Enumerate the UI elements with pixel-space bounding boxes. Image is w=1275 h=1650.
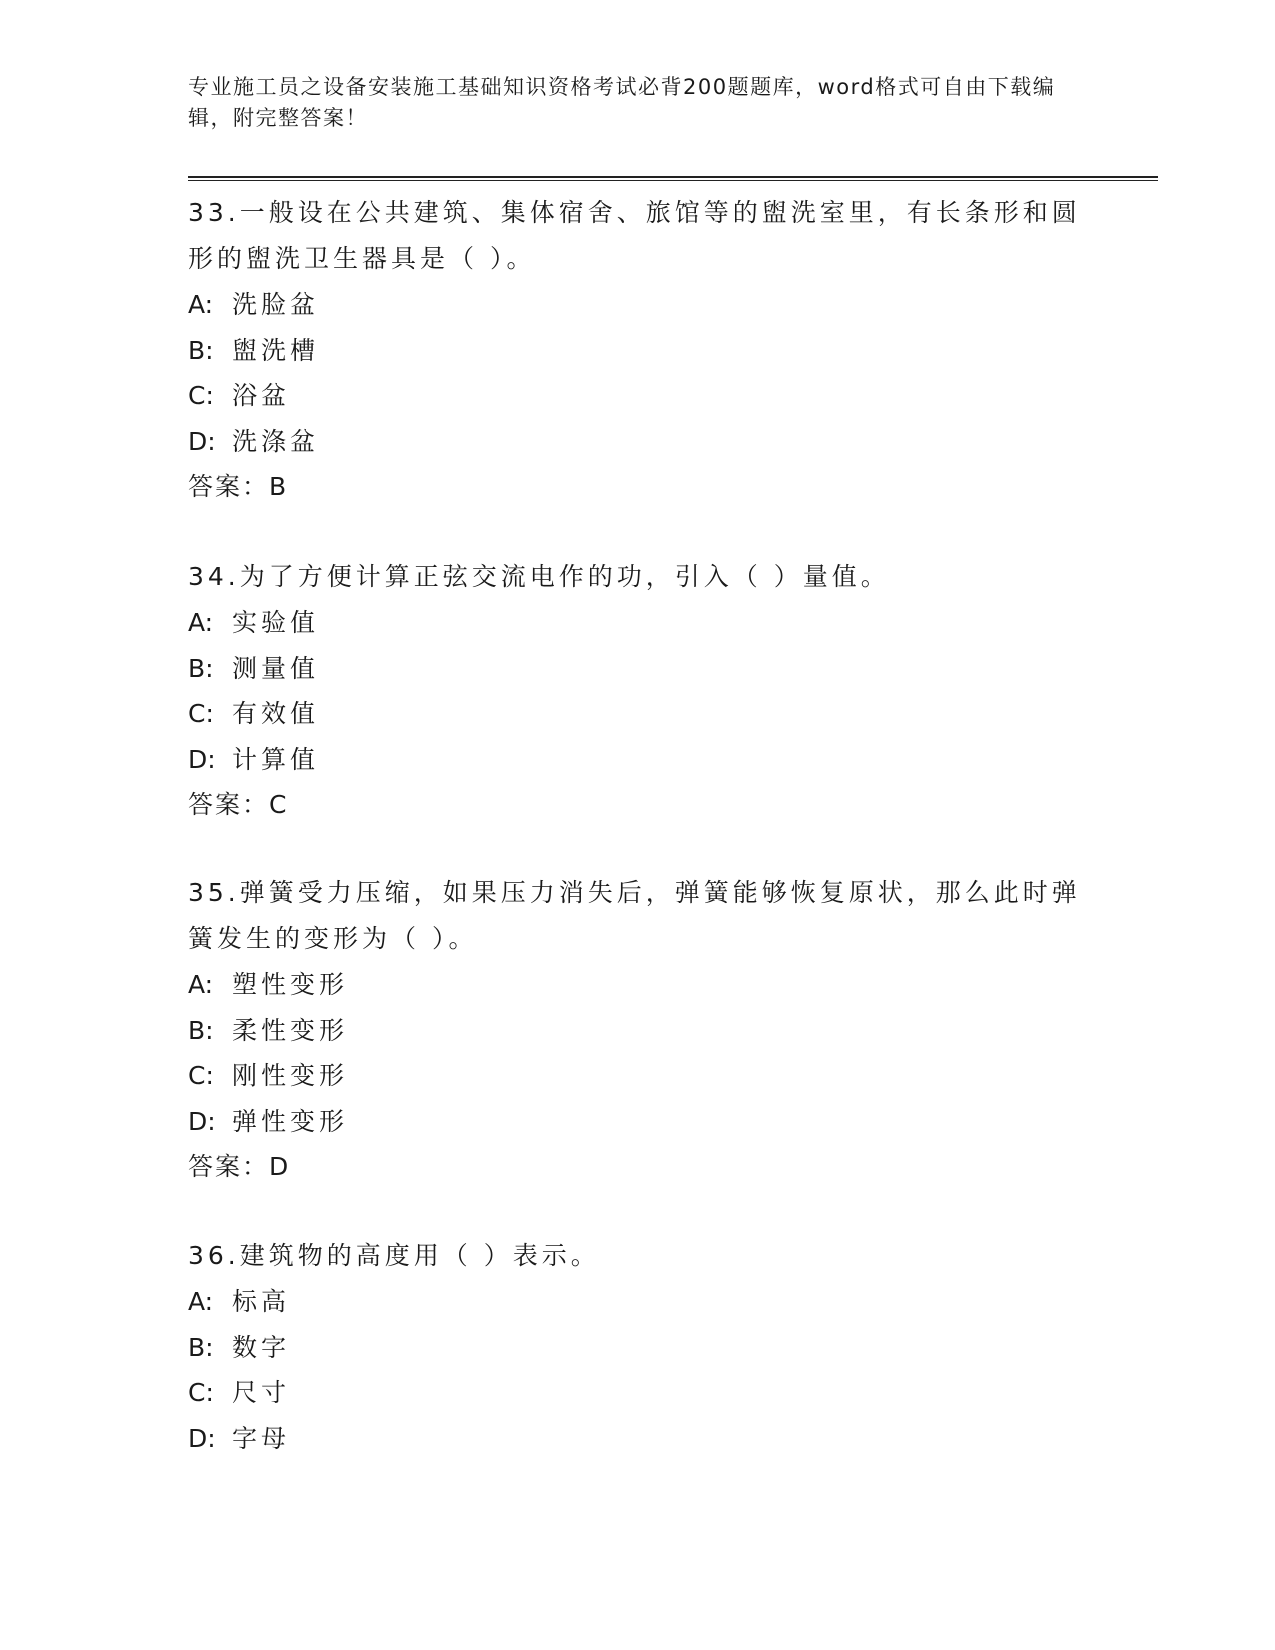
question-35 <box>188 870 1088 1190</box>
document-header: 专业施工员之设备安装施工基础知识资格考试必背200题题库，word格式可自由下载编辑，附完整答案！ <box>188 75 1056 130</box>
question-36 <box>188 1233 1088 1461</box>
option-d: D: 计算值 <box>188 744 320 774</box>
question-stem: 34.为了方便计算正弦交流电作的功，引入（ ）量值。 <box>188 562 890 591</box>
question-stem: 36.建筑物的高度用（ ）表示。 <box>188 1241 600 1270</box>
option-c: C: 刚性变形 <box>188 1061 349 1090</box>
option-b: B: 柔性变形 <box>188 1015 349 1045</box>
option-b: B: 盥洗槽 <box>188 335 320 365</box>
option-c: C: 有效值 <box>188 699 320 728</box>
option-b: B: 测量值 <box>188 653 320 683</box>
option-d: D: 弹性变形 <box>188 1106 349 1136</box>
option-d: D: 字母 <box>188 1423 291 1453</box>
question-stem: 33.一般设在公共建筑、集体宿舍、旅馆等的盥洗室里，有长条形和圆形的盥洗卫生器具是（ ）。 <box>188 198 1081 273</box>
answer: 答案：C <box>188 790 289 819</box>
header-divider <box>188 176 1158 181</box>
option-a: A: 塑性变形 <box>188 970 349 999</box>
question-stem: 35.弹簧受力压缩，如果压力消失后，弹簧能够恢复原状，那么此时弹簧发生的变形为（ ）。 <box>188 878 1081 953</box>
option-a: A: 洗脸盆 <box>188 290 320 319</box>
option-a: A: 标高 <box>188 1287 291 1316</box>
option-c: C: 浴盆 <box>188 381 291 410</box>
answer: 答案：B <box>188 472 289 501</box>
option-d: D: 洗涤盆 <box>188 426 320 456</box>
question-33 <box>188 190 1088 510</box>
answer: 答案：D <box>188 1152 291 1181</box>
option-b: B: 数字 <box>188 1332 291 1362</box>
option-c: C: 尺寸 <box>188 1378 291 1407</box>
question-34 <box>188 554 1088 828</box>
option-a: A: 实验值 <box>188 608 320 637</box>
